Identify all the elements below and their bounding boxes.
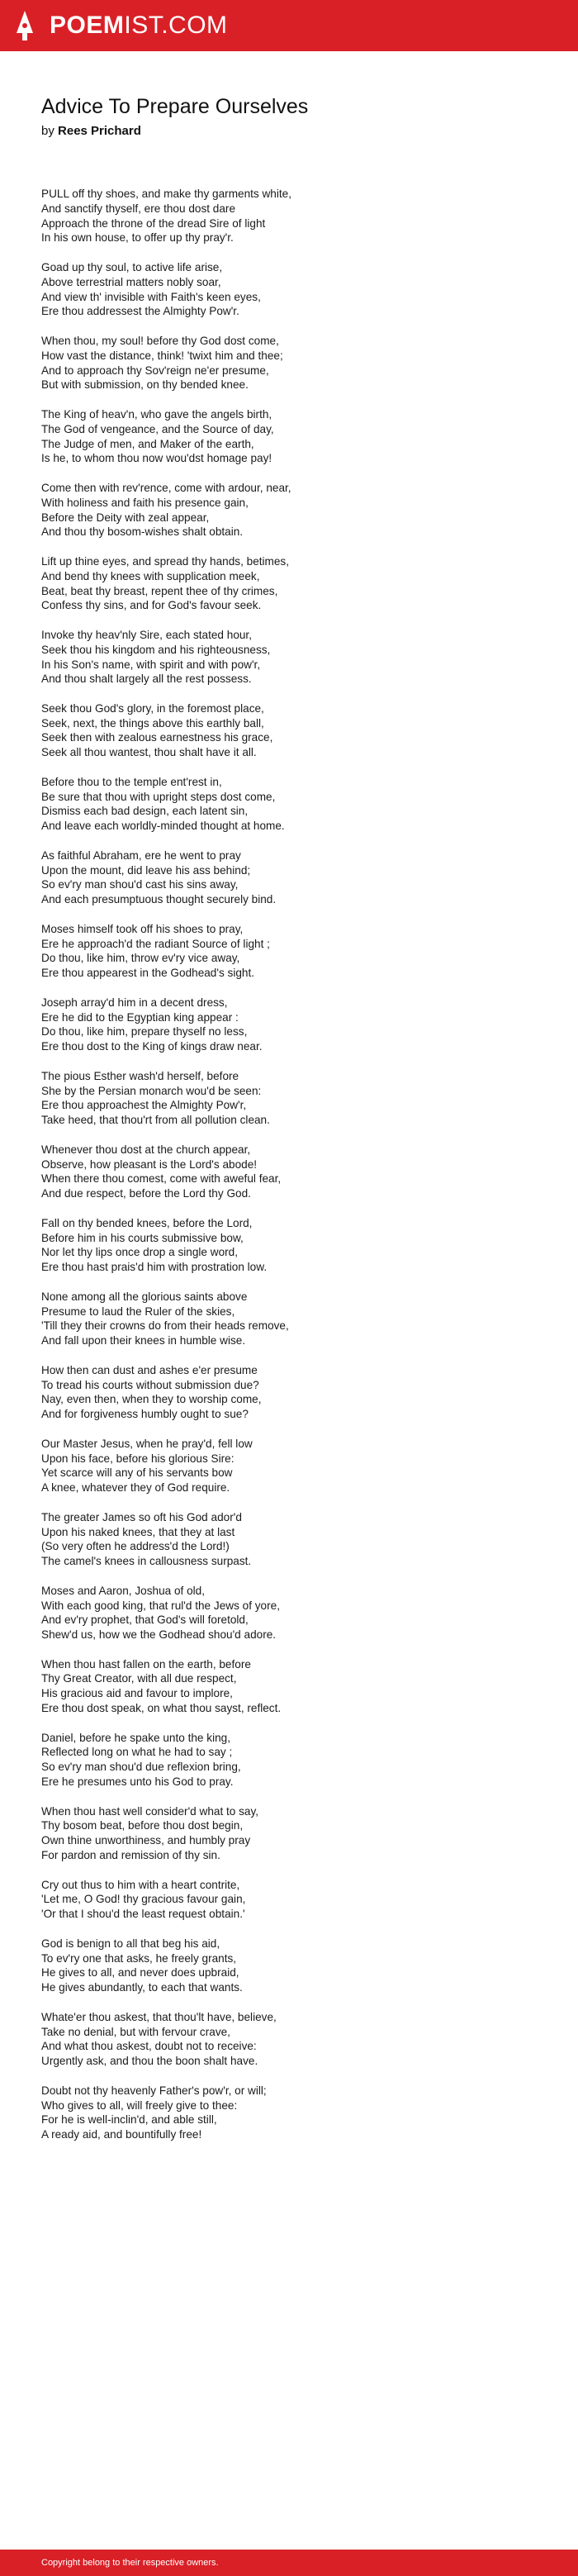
logo-text-bold: POEM: [50, 12, 125, 39]
poem-line: When thou hast well consider'd what to say,: [41, 1804, 259, 1818]
poem-line: And due respect, before the Lord thy God.: [41, 1187, 251, 1200]
poem-line: Who gives to all, will freely give to thee:: [41, 2098, 238, 2112]
poem-line: The God of vengeance, and the Source of day,: [41, 422, 274, 435]
poem-line: Fall on thy bended knees, before the Lord,: [41, 1216, 253, 1229]
poem-stanza: [41, 1510, 537, 1569]
poem-line: Reflected long on what he had to say ;: [41, 1746, 233, 1759]
poem-line: Thy Great Creator, with all due respect,: [41, 1672, 237, 1685]
poem-line: Ere thou dost to the King of kings draw near.: [41, 1040, 263, 1053]
poem-stanza: [41, 775, 537, 834]
poem-stanza: [41, 2010, 537, 2069]
poem-byline: [41, 122, 537, 140]
poem-line: Ere he presumes unto his God to pray.: [41, 1775, 234, 1789]
poem-stanza: [41, 407, 537, 466]
poem-line: In his Son's name, with spirit and with pow'r,: [41, 658, 261, 671]
poem-line: Ere thou approachest the Almighty Pow'r,: [41, 1099, 247, 1112]
site-logo-link[interactable]: [50, 11, 228, 40]
poem-line: Thy bosom beat, before thou dost begin,: [41, 1819, 244, 1832]
poem-line: Above terrestrial matters nobly soar,: [41, 275, 221, 288]
site-footer: [0, 2550, 578, 2576]
poem-stanza: [41, 334, 537, 392]
poem-line: Ere he approach'd the radiant Source of light ;: [41, 937, 270, 950]
poem-line: The Judge of men, and Maker of the earth,: [41, 437, 254, 450]
poem-line: The King of heav'n, who gave the angels birth,: [41, 407, 272, 421]
poem-line: When thou hast fallen on the earth, before: [41, 1657, 251, 1671]
poem-line: Upon his naked knees, that they at last: [41, 1525, 235, 1538]
poem-line: Be sure that thou with upright steps dost come,: [41, 790, 276, 803]
poem-line: And leave each worldly-minded thought at home.: [41, 820, 285, 833]
poem-line: Nor let thy lips once drop a single word,: [41, 1246, 239, 1259]
poem-line: Ere thou appearest in the Godhead's sight.: [41, 967, 255, 980]
poem-stanza: [41, 1069, 537, 1128]
poem-stanza: [41, 1731, 537, 1789]
poem-stanza: [41, 1290, 537, 1348]
poem-line: And what thou askest, doubt not to receive:: [41, 2040, 257, 2053]
poem-line: Cry out thus to him with a heart contrite,: [41, 1878, 240, 1891]
poem-line: How then can dust and ashes e'er presume: [41, 1363, 258, 1376]
poem-line: Before the Deity with zeal appear,: [41, 511, 210, 524]
poem-stanza: [41, 187, 537, 245]
poem-line: When thou, my soul! before thy God dost come,: [41, 334, 279, 347]
poem-line: Yet scarce will any of his servants bow: [41, 1466, 233, 1480]
poem-line: Invoke thy heav'nly Sire, each stated hour,: [41, 628, 252, 641]
poem-line: Goad up thy soul, to active life arise,: [41, 260, 223, 273]
poem-line: Seek, next, the things above this earthly ball,: [41, 716, 264, 730]
poem-line: Whenever thou dost at the church appear,: [41, 1143, 251, 1156]
poem-line: Seek then with zealous earnestness his grace,: [41, 731, 273, 744]
ink-pen-nib-icon[interactable]: [15, 10, 35, 41]
poem-line: (So very often he address'd the Lord!): [41, 1540, 230, 1553]
byline-prefix: by: [41, 124, 54, 138]
poem-line: The pious Esther wash'd herself, before: [41, 1069, 239, 1082]
poem-line: How vast the distance, think! 'twixt him and thee;: [41, 349, 283, 362]
poem-line: To ev'ry one that asks, he freely grants,: [41, 1951, 237, 1965]
poem-stanza: [41, 1363, 537, 1422]
poem-line: Moses himself took off his shoes to pray,: [41, 922, 244, 935]
poem-line: Upon the mount, did leave his ass behind;: [41, 863, 251, 877]
poem-line: Confess thy sins, and for God's favour seek.: [41, 599, 262, 612]
poem-line: And fall upon their knees in humble wise.: [41, 1334, 246, 1347]
poem-line: And bend thy knees with supplication meek,: [41, 569, 260, 582]
poem-line: Upon his face, before his glorious Sire:: [41, 1452, 235, 1465]
poem-line: Ere thou hast prais'd him with prostration low.: [41, 1261, 268, 1274]
poem-stanza: [41, 1143, 537, 1201]
poem-stanza: [41, 1937, 537, 1995]
poem-line: Before him in his courts submissive bow,: [41, 1231, 244, 1244]
poem-line: Moses and Aaron, Joshua of old,: [41, 1584, 205, 1597]
poem-line: Doubt not thy heavenly Father's pow'r, or will;: [41, 2084, 267, 2097]
poem-line: With each good king, that rul'd the Jews of yore,: [41, 1599, 280, 1612]
poem-line: 'Let me, O God! thy gracious favour gain,: [41, 1893, 246, 1906]
poem-line: So ev'ry man shou'd due reflexion bring,: [41, 1761, 241, 1774]
poem-line: Do thou, like him, prepare thyself no less,: [41, 1025, 248, 1038]
poem-line: The camel's knees in callousness surpast.: [41, 1555, 252, 1568]
poem-line: Observe, how pleasant is the Lord's abode!: [41, 1157, 258, 1171]
poem-stanza: [41, 1804, 537, 1863]
poem-line: Nay, even then, when they to worship come,: [41, 1393, 262, 1406]
poem-line: For he is well-inclin'd, and able still,: [41, 2113, 217, 2127]
poem-line: But with submission, on thy bended knee.: [41, 378, 249, 392]
poem-line: 'Or that I shou'd the least request obtain.': [41, 1908, 245, 1921]
poem-line: Shew'd us, how we the Godhead shou'd adore.: [41, 1628, 277, 1642]
copyright-text: Copyright belong to their respective owners.: [41, 2558, 219, 2568]
poem-body: [41, 187, 537, 2142]
poem-line: And to approach thy Sov'reign ne'er presume,: [41, 364, 269, 377]
poem-line: Before thou to the temple ent'rest in,: [41, 775, 222, 788]
poem-line: He gives to all, and never does upbraid,: [41, 1966, 239, 1980]
poem-line: Dismiss each bad design, each latent sin,: [41, 805, 249, 818]
poem-stanza: [41, 701, 537, 760]
poem-line: Do thou, like him, throw ev'ry vice away,: [41, 952, 240, 965]
poem-stanza: [41, 260, 537, 319]
poem-line: The greater James so oft his God ador'd: [41, 1510, 242, 1523]
poem-line: So ev'ry man shou'd cast his sins away,: [41, 878, 239, 891]
poem-line: For pardon and remission of thy sin.: [41, 1849, 220, 1862]
poem-line: Urgently ask, and thou the boon shalt have.: [41, 2055, 258, 2068]
poem-stanza: [41, 481, 537, 539]
author-link[interactable]: Rees Prichard: [58, 124, 141, 138]
poem-line: God is benign to all that beg his aid,: [41, 1937, 220, 1950]
poem-line: Take no denial, but with fervour crave,: [41, 2025, 230, 2038]
poem-line: Come then with rev'rence, come with ardour, near,: [41, 481, 291, 494]
poem-line: Our Master Jesus, when he pray'd, fell low: [41, 1437, 253, 1450]
poem-line: And for forgiveness humbly ought to sue?: [41, 1408, 249, 1421]
poem-stanza: [41, 1657, 537, 1716]
poem-line: Approach the throne of the dread Sire of light: [41, 216, 266, 230]
poem-stanza: [41, 1878, 537, 1922]
logo-text-light: IST.COM: [124, 12, 228, 39]
poem-line: When there thou comest, come with aweful fear,: [41, 1172, 282, 1186]
poem-line: Seek thou his kingdom and his righteousness,: [41, 643, 271, 656]
poem-line: None among all the glorious saints above: [41, 1290, 248, 1303]
poem-line: 'Till they their crowns do from their heads remove,: [41, 1319, 289, 1333]
poem-line: Whate'er thou askest, that thou'lt have, believe,: [41, 2010, 277, 2023]
poem-line: To tread his courts without submission due?: [41, 1378, 259, 1391]
poem-line: And thou shalt largely all the rest possess.: [41, 673, 252, 686]
poem-line: Ere he did to the Egyptian king appear :: [41, 1010, 239, 1024]
poem-line: His gracious aid and favour to implore,: [41, 1687, 233, 1700]
poem-line: And ev'ry prophet, that God's will foretold,: [41, 1614, 249, 1627]
poem-line: And each presumptuous thought securely bind.: [41, 893, 277, 906]
poem-line: She by the Persian monarch wou'd be seen:: [41, 1084, 262, 1097]
poem-line: Joseph array'd him in a decent dress,: [41, 996, 228, 1009]
site-header: [0, 0, 578, 51]
poem-line: Presume to laud the Ruler of the skies,: [41, 1305, 235, 1318]
poem-line: Ere thou dost speak, on what thou sayst, reflect.: [41, 1702, 282, 1715]
poem-line: Daniel, before he spake unto the king,: [41, 1731, 230, 1744]
poem-line: And view th' invisible with Faith's keen eyes,: [41, 290, 261, 303]
poem-line: And sanctify thyself, ere thou dost dare: [41, 202, 236, 215]
poem-line: And thou thy bosom-wishes shalt obtain.: [41, 525, 244, 539]
poem-line: Beat, beat thy breast, repent thee of thy crimes,: [41, 584, 278, 597]
poem-stanza: [41, 1216, 537, 1275]
poem-line: Take heed, that thou'rt from all pollution clean.: [41, 1114, 270, 1127]
poem-stanza: [41, 554, 537, 613]
poem-line: Lift up thine eyes, and spread thy hands, betimes,: [41, 554, 290, 568]
poem-stanza: [41, 922, 537, 981]
poem-line: Seek thou God's glory, in the foremost place,: [41, 701, 264, 715]
poem-stanza: [41, 1437, 537, 1495]
poem-stanza: [41, 848, 537, 907]
poem-line: Seek all thou wantest, thou shalt have it all.: [41, 746, 257, 759]
poem-title: Advice To Prepare Ourselves: [41, 95, 309, 118]
poem-line: He gives abundantly, to each that wants.: [41, 1981, 243, 1994]
poem-line: With holiness and faith his presence gain,: [41, 496, 249, 509]
poem-stanza: [41, 996, 537, 1054]
poem-line: As faithful Abraham, ere he went to pray: [41, 848, 241, 862]
poem-line: In his own house, to offer up thy pray'r.: [41, 231, 234, 245]
poem-line: A knee, whatever they of God require.: [41, 1481, 230, 1495]
poem-stanza: [41, 628, 537, 687]
poem-content: [41, 93, 537, 2157]
poem-stanza: [41, 1584, 537, 1642]
poem-line: Is he, to whom thou now wou'dst homage pay!: [41, 452, 272, 465]
poem-line: Own thine unworthiness, and humbly pray: [41, 1834, 251, 1847]
poem-line: Ere thou addressest the Almighty Pow'r.: [41, 305, 239, 318]
poem-line: A ready aid, and bountifully free!: [41, 2128, 202, 2141]
poem-line: PULL off thy shoes, and make thy garments white,: [41, 188, 291, 200]
poem-stanza: [41, 2084, 537, 2142]
